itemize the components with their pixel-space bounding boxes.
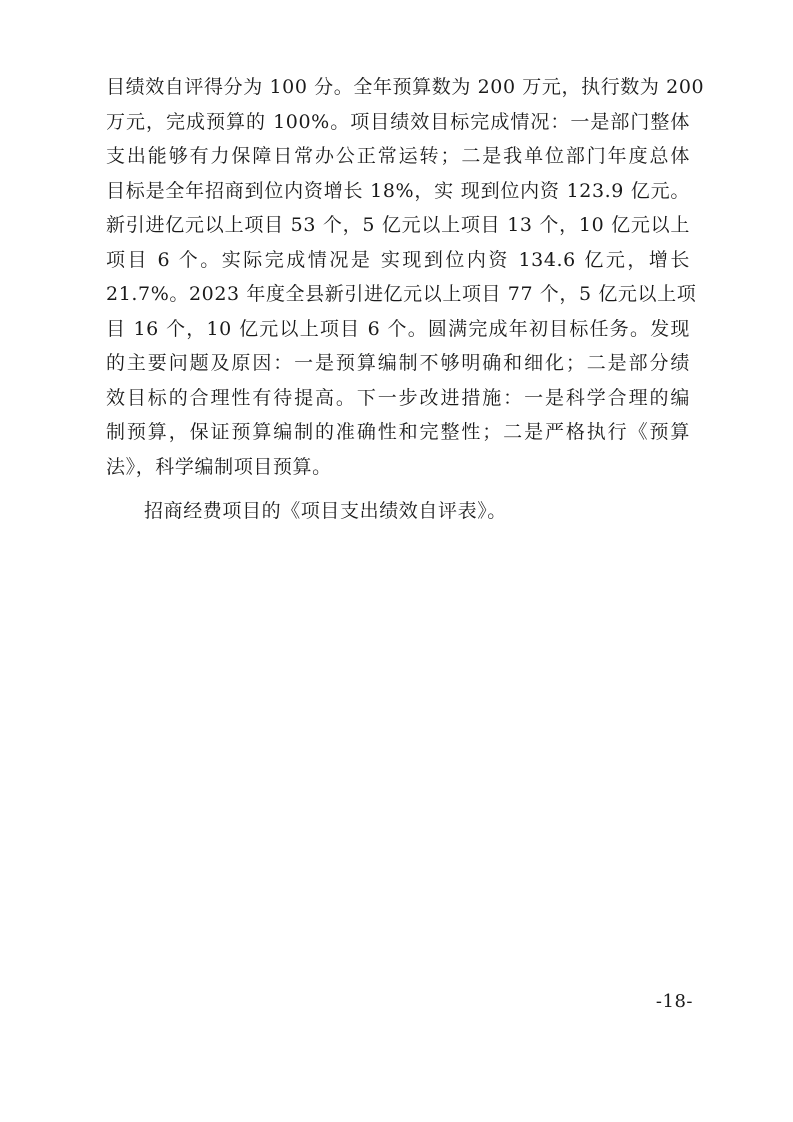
- text-line: 法》，科学编制项目预算。: [106, 455, 332, 478]
- text-line: 支出能够有力保障日常办公正常运转；二是我单位部门年度总体: [106, 145, 690, 167]
- text-line: 目绩效自评得分为 100 分。全年预算数为 200 万元，执行数为 200: [106, 76, 705, 98]
- text-line: 效目标的合理性有待提高。下一步改进措施：一是科学合理的编: [106, 386, 690, 409]
- text-line: 目 16 个，10 亿元以上项目 6 个。圆满完成年初目标任务。发现: [106, 317, 690, 340]
- text-line: 21.7%。2023 年度全县新引进亿元以上项目 77 个，5 亿元以上项: [106, 283, 697, 305]
- text-line: 目标是全年招商到位内资增长 18%，实 现到位内资 123.9 亿元。: [106, 179, 690, 202]
- text-line: 新引进亿元以上项目 53 个，5 亿元以上项目 13 个，10 亿元以上: [106, 214, 690, 236]
- text-line: 万元，完成预算的 100%。项目绩效目标完成情况：一是部门整体: [106, 110, 690, 133]
- text-line: 项目 6 个。实际完成情况是 实现到位内资 134.6 亿元，增长: [106, 248, 690, 271]
- text-line: 制预算，保证预算编制的准确性和完整性；二是严格执行《预算: [106, 421, 690, 443]
- text-line: 的主要问题及原因：一是预算编制不够明确和细化；二是部分绩: [106, 352, 690, 374]
- body-paragraph: [106, 70, 705, 529]
- closing-paragraph: 招商经费项目的《项目支出绩效自评表》。: [144, 500, 507, 522]
- page-number: -18-: [655, 991, 693, 1012]
